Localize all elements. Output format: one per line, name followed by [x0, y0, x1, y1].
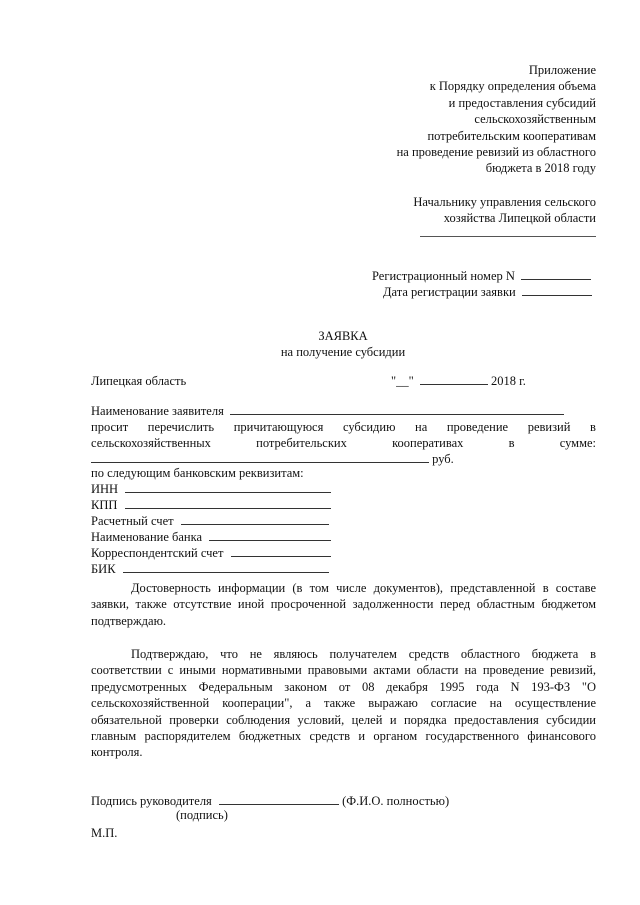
bank-field-blank — [209, 530, 331, 541]
bank-field-corr-account — [91, 546, 331, 561]
applicant-name-label: Наименование заявителя — [91, 404, 224, 418]
appendix-line: бюджета в 2018 году — [485, 161, 596, 176]
bank-field-blank — [125, 498, 331, 509]
signature-row — [91, 794, 449, 809]
request-word: на — [415, 420, 428, 434]
bank-field-label: КПП — [91, 498, 118, 512]
addressee-blank-line — [420, 236, 596, 237]
bank-field-label: Расчетный счет — [91, 514, 174, 528]
paragraph-confirmation: Подтверждаю, что не являюсь получателем средств областного бюджета в соответствии с иными нормативными правовыми актами области на проведение ревизий, предусмотренных Федеральным законом от 08 декабря 1995 года N 193-ФЗ "О сельскохозяйственной кооперации", а также выражаю согласие на осуществление обязательной проверки соблюдения условий, целей и порядка предоставления субсидии главным распорядителем бюджетных средств и органом государственного финансового контроля. — [91, 647, 596, 760]
bank-field-account — [91, 514, 329, 529]
signature-label: Подпись руководителя — [91, 794, 212, 808]
request-word: просит — [91, 420, 129, 434]
request-word: потребительских — [256, 436, 347, 450]
registration-number-blank — [521, 269, 591, 280]
bank-field-kpp — [91, 498, 331, 513]
registration-date-row — [383, 285, 592, 300]
signature-fio: (Ф.И.О. полностью) — [342, 794, 450, 808]
request-word: сельскохозяйственных — [91, 436, 211, 450]
currency-label: руб. — [432, 452, 454, 466]
request-line-1 — [91, 420, 596, 435]
bank-field-blank — [123, 562, 329, 573]
request-word: причитающуюся — [233, 420, 324, 434]
signature-blank — [219, 794, 339, 805]
date-month-blank — [420, 374, 488, 385]
addressee-block — [413, 194, 596, 227]
amount-blank — [91, 452, 429, 463]
amount-row — [91, 452, 454, 467]
request-word: проведение — [446, 420, 509, 434]
appendix-line: на проведение ревизий из областного — [396, 145, 596, 160]
request-word: перечислить — [147, 420, 215, 434]
bank-intro: по следующим банковским реквизитам: — [91, 466, 304, 480]
request-word: в — [590, 420, 596, 434]
request-word: сумме: — [559, 436, 596, 450]
bank-field-label: ИНН — [91, 482, 119, 496]
request-line-2 — [91, 436, 596, 451]
bank-field-label: БИК — [91, 562, 116, 576]
applicant-row — [91, 404, 564, 419]
bank-field-inn — [91, 482, 331, 497]
bank-field-blank — [231, 546, 331, 557]
bank-field-label: Наименование банка — [91, 530, 203, 544]
appendix-block — [397, 62, 596, 177]
request-word: ревизий — [527, 420, 571, 434]
addressee-line-2: хозяйства Липецкой области — [443, 211, 596, 226]
region-label: Липецкая область — [91, 374, 187, 388]
applicant-name-blank — [230, 404, 564, 415]
request-word: субсидию — [342, 420, 396, 434]
bank-field-blank — [125, 482, 331, 493]
bank-field-bik — [91, 562, 329, 577]
appendix-line: Приложение — [528, 63, 596, 77]
appendix-line: и предоставления субсидий — [448, 95, 596, 110]
registration-number-row — [372, 269, 591, 284]
addressee-line-1: Начальнику управления сельского — [413, 195, 596, 209]
paragraph-reliability: Достоверность информации (в том числе документов), представленной в составе заявки, также отсутствие иной просроченной задолженности перед областным бюджетом подтверждаю. — [91, 581, 596, 628]
appendix-line: сельскохозяйственным — [474, 112, 596, 127]
application-date — [391, 374, 526, 389]
date-day: "__" — [391, 374, 414, 388]
bank-field-bank-name — [91, 530, 331, 545]
registration-number-label: Регистрационный номер N — [372, 269, 515, 283]
document-subtitle: на получение субсидии — [280, 345, 406, 359]
request-word: в — [508, 436, 515, 450]
signature-caption: (подпись) — [176, 808, 228, 822]
appendix-line: потребительским кооперативам — [427, 128, 596, 143]
date-year: 2018 г. — [490, 374, 526, 388]
request-word: кооперативах — [392, 436, 464, 450]
bank-field-blank — [181, 514, 329, 525]
seal-label: М.П. — [91, 826, 118, 840]
document-title: ЗАЯВКА — [318, 329, 368, 343]
registration-date-blank — [522, 285, 592, 296]
registration-date-label: Дата регистрации заявки — [383, 285, 516, 299]
appendix-line: к Порядку определения объема — [429, 79, 596, 94]
bank-field-label: Корреспондентский счет — [91, 546, 224, 560]
